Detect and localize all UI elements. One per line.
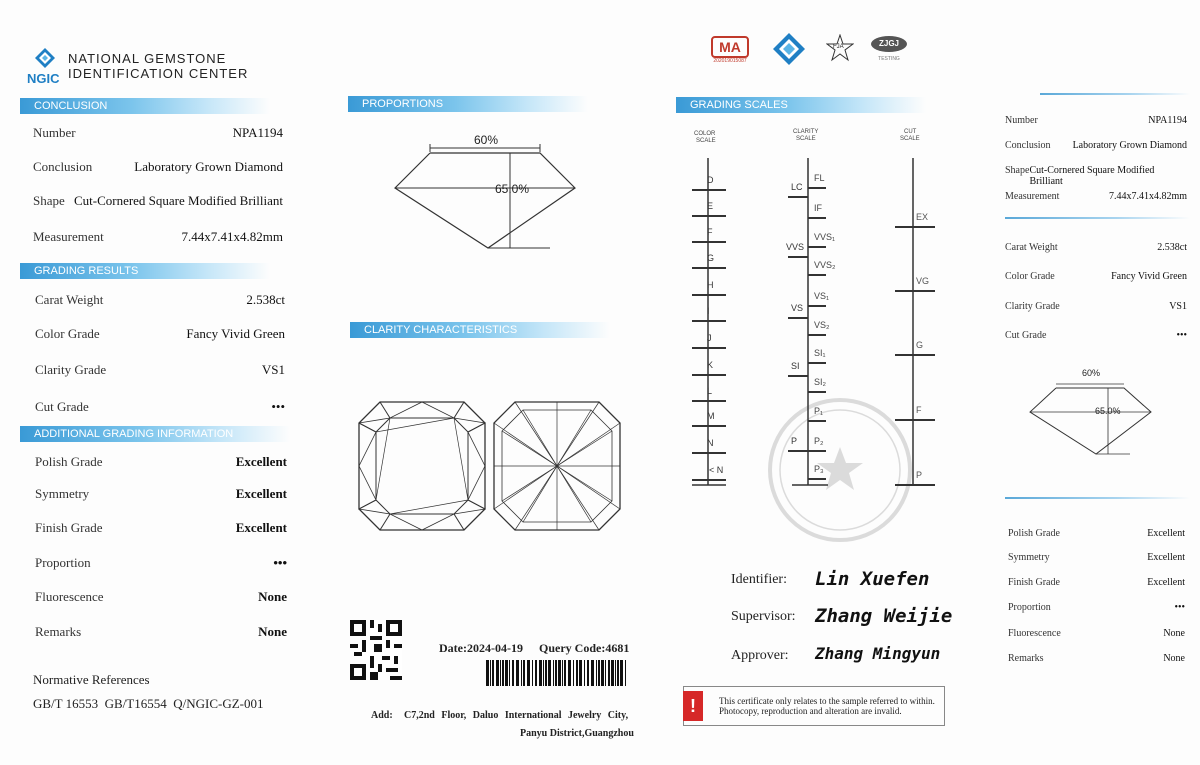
- summary-top-row: [1005, 165, 1187, 187]
- cut-grade-label: VG: [916, 276, 930, 286]
- barcode-bar: [516, 660, 519, 686]
- summary-top-label: Measurement: [1005, 191, 1060, 202]
- additional-row: [35, 454, 287, 470]
- barcode-bar: [601, 660, 604, 686]
- clarity-grade-label: VS₂: [814, 320, 830, 330]
- additional-value: None: [258, 589, 287, 604]
- barcode-bar: [608, 660, 610, 686]
- color-grade-tick: [692, 452, 726, 454]
- barcode-bar: [512, 660, 514, 686]
- barcode-bar: [573, 660, 574, 686]
- barcode-bar: [553, 660, 554, 686]
- report-date: Date:2024-04-19: [439, 641, 523, 655]
- clarity-grade-tick: [808, 478, 826, 480]
- cut-grade-tick: [895, 354, 935, 356]
- crown-plot-diagram: [358, 401, 486, 531]
- warning-box: [683, 686, 945, 726]
- zjgj-logo: ZJGJ TESTING: [871, 36, 907, 62]
- color-grade-tick: [692, 479, 726, 481]
- additional-value: Excellent: [235, 520, 287, 535]
- clarity-group-tick: [788, 196, 808, 198]
- barcode-bar: [492, 660, 494, 686]
- summary-top-value: 7.44x7.41x4.82mm: [1108, 191, 1187, 202]
- summary-mid-rule: [1005, 217, 1190, 219]
- conclusion-value: 7.44x7.41x4.82mm: [181, 229, 283, 244]
- additional-row: [35, 486, 287, 502]
- color-grade-label: I: [707, 306, 710, 316]
- barcode-bar: [611, 660, 614, 686]
- clarity-group-label: P: [791, 436, 798, 446]
- signature-role: Supervisor:: [731, 609, 796, 624]
- color-grade-tick: [692, 320, 726, 322]
- address-label: Add:: [371, 710, 393, 721]
- color-grade-label: E: [707, 201, 714, 211]
- additional-value: Excellent: [235, 486, 287, 501]
- conclusion-value: Laboratory Grown Diamond: [134, 159, 283, 174]
- summary-additional-row: [1008, 653, 1185, 664]
- org-name-line2: IDENTIFICATION CENTER: [68, 66, 249, 81]
- clarity-group-label: SI: [791, 361, 800, 371]
- barcode-bar: [548, 660, 551, 686]
- cut-grade-tick: [895, 290, 935, 292]
- result-label: Cut Grade: [35, 399, 89, 414]
- clarity-group-label: VVS: [786, 242, 805, 252]
- result-row: [35, 326, 285, 342]
- summary-top-row: [1005, 191, 1187, 202]
- summary-top-row: [1005, 140, 1187, 151]
- conclusion-value: Cut-Cornered Square Modified Brilliant: [73, 193, 283, 208]
- barcode-bar: [486, 660, 489, 686]
- barcode-bar: [535, 660, 537, 686]
- depth-percent: 65.0%: [495, 182, 530, 196]
- barcode-bar: [605, 660, 606, 686]
- cut-grade-tick: [895, 226, 935, 228]
- additional-value: None: [258, 624, 287, 639]
- cut-grade-tick: [895, 419, 935, 421]
- summary-additional-value: •••: [1174, 602, 1185, 613]
- section-clarity-characteristics: CLARITY CHARACTERISTICS: [350, 322, 610, 338]
- clarity-grade-label: P₂: [814, 436, 824, 446]
- cut-grade-label: F: [916, 405, 922, 415]
- summary-grade-row: [1005, 330, 1187, 341]
- clarity-group-label: VS: [791, 303, 804, 313]
- color-grade-label: H: [707, 280, 714, 290]
- summary-additional-row: [1008, 577, 1185, 588]
- section-proportions: PROPORTIONS: [348, 96, 588, 112]
- color-grade-tick: [692, 347, 726, 349]
- clarity-group-tick: [788, 450, 808, 452]
- additional-row: [35, 555, 287, 571]
- barcode-bar: [598, 660, 600, 686]
- additional-row: [35, 589, 287, 605]
- barcode-bar: [527, 660, 530, 686]
- cut-scale-title-2: SCALE: [900, 136, 920, 142]
- summary-additional-label: Symmetry: [1008, 552, 1050, 563]
- result-row: [35, 399, 285, 415]
- summary-top-row: [1005, 115, 1187, 126]
- barcode-bar: [617, 660, 619, 686]
- conclusion-label: Shape: [33, 193, 65, 208]
- summary-grade-value: 2.538ct: [1157, 242, 1187, 253]
- clarity-grade-label: SI₂: [814, 377, 826, 387]
- barcode-bar: [545, 660, 547, 686]
- summary-depth-percent: 65.0%: [1095, 406, 1121, 416]
- clarity-grade-tick: [808, 217, 826, 219]
- normative-refs: GB/T 16553 GB/T16554 Q/NGIC-GZ-001: [33, 696, 264, 711]
- summary-grade-row: [1005, 301, 1187, 312]
- conclusion-row: [33, 125, 283, 141]
- color-grade-tick: [692, 425, 726, 427]
- summary-additional-label: Finish Grade: [1008, 577, 1060, 588]
- org-name-line1: NATIONAL GEMSTONE: [68, 51, 227, 66]
- summary-additional-row: [1008, 528, 1185, 539]
- summary-top-label: Shape: [1005, 165, 1030, 176]
- color-grade-tick: [692, 400, 726, 402]
- cut-grade-label: G: [916, 340, 924, 350]
- color-grade-label: K: [707, 360, 714, 370]
- address-line2: Panyu District,Guangzhou: [520, 728, 634, 739]
- summary-proportion-diagram: [1028, 376, 1153, 456]
- summary-additional-value: None: [1163, 653, 1185, 664]
- summary-grade-label: Cut Grade: [1005, 330, 1047, 341]
- color-grade-label: J: [707, 333, 712, 343]
- clarity-grade-label: P₃: [814, 464, 824, 474]
- clarity-grade-label: P₁: [814, 406, 824, 416]
- section-grading-results: GRADING RESULTS: [20, 263, 270, 279]
- result-value: 2.538ct: [246, 292, 285, 307]
- clarity-grade-tick: [808, 334, 826, 336]
- color-grade-tick: [692, 294, 726, 296]
- summary-top-value: NPA1194: [1148, 115, 1187, 126]
- summary-grade-row: [1005, 271, 1187, 282]
- clarity-grade-label: VVS₁: [814, 232, 836, 242]
- barcode-bar: [564, 660, 566, 686]
- clarity-grade-tick: [808, 187, 826, 189]
- clarity-group-tick: [788, 317, 808, 319]
- result-value: •••: [271, 399, 285, 414]
- barcode-bar: [509, 660, 510, 686]
- color-grade-tick: [692, 189, 726, 191]
- summary-additional-label: Proportion: [1008, 602, 1051, 613]
- color-grade-label: D: [707, 175, 714, 185]
- additional-label: Fluorescence: [35, 589, 104, 604]
- cut-grade-label: EX: [916, 212, 929, 222]
- barcode-bar: [587, 660, 589, 686]
- barcode-bar: [558, 660, 561, 686]
- barcode-bar: [615, 660, 616, 686]
- summary-additional-label: Polish Grade: [1008, 528, 1060, 539]
- summary-additional-label: Fluorescence: [1008, 628, 1061, 639]
- cut-grade-label: P: [916, 470, 923, 480]
- conclusion-label: Measurement: [33, 229, 104, 244]
- additional-row: [35, 520, 287, 536]
- summary-grade-value: VS1: [1169, 301, 1187, 312]
- clarity-group-tick: [788, 256, 808, 258]
- clarity-scale-title-1: CLARITY: [793, 129, 819, 135]
- cut-grade-tick: [895, 484, 935, 486]
- barcode-bar: [562, 660, 563, 686]
- additional-row: [35, 624, 287, 640]
- clarity-scale-title-2: SCALE: [796, 136, 816, 142]
- additional-label: Symmetry: [35, 486, 90, 501]
- summary-grade-label: Clarity Grade: [1005, 301, 1060, 312]
- barcode-bar: [490, 660, 491, 686]
- summary-additional-row: [1008, 552, 1185, 563]
- barcode-bar: [521, 660, 522, 686]
- address-line1: C7,2nd Floor, Daluo International Jewelry City,: [404, 710, 629, 721]
- color-grade-label: N: [707, 438, 714, 448]
- conclusion-row: [33, 229, 283, 245]
- additional-label: Proportion: [35, 555, 91, 570]
- barcode-bar: [596, 660, 597, 686]
- clarity-grade-tick: [808, 362, 826, 364]
- result-label: Carat Weight: [35, 292, 104, 307]
- query-code: Query Code:4681: [539, 641, 630, 655]
- additional-label: Finish Grade: [35, 520, 103, 535]
- barcode-bar: [576, 660, 578, 686]
- summary-top-label: Number: [1005, 115, 1038, 126]
- clarity-grade-label: VS₁: [814, 291, 830, 301]
- barcode-bar: [539, 660, 542, 686]
- summary-additional-value: Excellent: [1147, 577, 1185, 588]
- additional-label: Remarks: [35, 624, 82, 639]
- additional-value: Excellent: [235, 454, 287, 469]
- qr-code[interactable]: [350, 620, 402, 680]
- clarity-grade-tick: [808, 246, 826, 248]
- conclusion-value: NPA1194: [232, 125, 283, 140]
- color-grade-tick: [692, 241, 726, 243]
- clarity-grade-label: SI₁: [814, 348, 826, 358]
- color-grade-tick: [692, 267, 726, 269]
- barcode-bar: [555, 660, 557, 686]
- signature-role: Approver:: [731, 648, 789, 663]
- ngic-mark-logo: [772, 33, 806, 65]
- disclaimer-text: This certificate only relates to the sample referred to within. Photocopy, reproduction and alteration are invalid.: [719, 696, 935, 716]
- clarity-grade-label: VVS₂: [814, 260, 836, 270]
- summary-table-percent: 60%: [1082, 368, 1101, 378]
- barcode-bar: [543, 660, 544, 686]
- summary-additional-row: [1008, 628, 1185, 639]
- summary-bottom-rule: [1005, 497, 1190, 499]
- result-row: [35, 292, 285, 308]
- additional-label: Polish Grade: [35, 454, 103, 469]
- color-grade-label: G: [707, 253, 715, 263]
- barcode-bar: [625, 660, 626, 686]
- summary-additional-value: None: [1163, 628, 1185, 639]
- barcode-bar: [620, 660, 623, 686]
- barcode-bar: [505, 660, 508, 686]
- summary-top-label: Conclusion: [1005, 140, 1051, 151]
- color-grade-label: M: [707, 411, 715, 421]
- barcode: [486, 660, 630, 686]
- clarity-group-label: LC: [791, 182, 803, 192]
- summary-additional-value: Excellent: [1147, 528, 1185, 539]
- summary-top-rule: [1040, 93, 1190, 95]
- clarity-grade-label: FL: [814, 173, 825, 183]
- section-additional: ADDITIONAL GRADING INFORMATION: [20, 426, 290, 442]
- signature-name: Zhang Mingyun: [815, 644, 941, 663]
- summary-grade-row: [1005, 242, 1187, 253]
- barcode-bar: [502, 660, 504, 686]
- summary-top-value: Laboratory Grown Diamond: [1072, 140, 1187, 151]
- conclusion-label: Conclusion: [33, 159, 93, 174]
- result-label: Clarity Grade: [35, 362, 107, 377]
- clarity-grade-tick: [808, 274, 826, 276]
- color-scale-title-1: COLOR: [694, 131, 716, 137]
- color-grade-label: F: [707, 227, 713, 237]
- clarity-grade-tick: [808, 391, 826, 393]
- cma-logo: MA 202019015087: [706, 36, 754, 64]
- signature-name: Zhang Weijie: [815, 605, 953, 627]
- summary-additional-value: Excellent: [1147, 552, 1185, 563]
- color-grade-tick: [692, 215, 726, 217]
- summary-additional-row: [1008, 602, 1185, 613]
- cut-scale-title-1: CUT: [904, 129, 917, 135]
- result-label: Color Grade: [35, 326, 100, 341]
- barcode-bar: [584, 660, 585, 686]
- barcode-bar: [591, 660, 594, 686]
- pavilion-plot-diagram: [493, 401, 621, 531]
- clarity-grade-tick: [808, 450, 826, 452]
- clarity-group-tick: [788, 375, 808, 377]
- additional-value: •••: [273, 555, 287, 570]
- barcode-bar: [500, 660, 501, 686]
- clarity-grade-label: IF: [814, 203, 822, 213]
- ngic-logo: [27, 48, 63, 86]
- color-scale-title-2: SCALE: [696, 138, 716, 144]
- table-percent: 60%: [474, 133, 499, 147]
- normative-title: Normative References: [33, 672, 150, 687]
- signature-role: Identifier:: [731, 572, 787, 587]
- warning-icon: !: [683, 691, 703, 721]
- barcode-bar: [568, 660, 571, 686]
- color-grade-label: L: [707, 386, 713, 396]
- result-row: [35, 362, 285, 378]
- signature-name: Lin Xuefen: [815, 568, 930, 590]
- summary-grade-label: Carat Weight: [1005, 242, 1058, 253]
- barcode-bar: [496, 660, 499, 686]
- conclusion-row: [33, 159, 283, 175]
- barcode-bar: [579, 660, 582, 686]
- result-value: Fancy Vivid Green: [186, 326, 285, 341]
- section-conclusion: CONCLUSION: [20, 98, 270, 114]
- fja-logo: FJA: [826, 34, 854, 62]
- conclusion-label: Number: [33, 125, 76, 140]
- summary-grade-value: Fancy Vivid Green: [1111, 271, 1187, 282]
- clarity-grade-tick: [808, 420, 826, 422]
- summary-grade-label: Color Grade: [1005, 271, 1055, 282]
- result-value: VS1: [261, 362, 285, 377]
- color-grade-tick: [692, 374, 726, 376]
- barcode-bar: [523, 660, 525, 686]
- section-grading-scales: GRADING SCALES: [676, 97, 926, 113]
- summary-additional-label: Remarks: [1008, 653, 1044, 664]
- logo-text: NGIC: [27, 71, 60, 86]
- color-grade-label: < N: [709, 465, 724, 475]
- summary-top-value: Cut-Cornered Square Modified Brilliant: [1029, 165, 1155, 187]
- barcode-bar: [532, 660, 533, 686]
- summary-grade-value: •••: [1176, 330, 1187, 341]
- conclusion-row: [33, 193, 283, 209]
- clarity-grade-tick: [808, 305, 826, 307]
- official-stamp: [765, 395, 915, 545]
